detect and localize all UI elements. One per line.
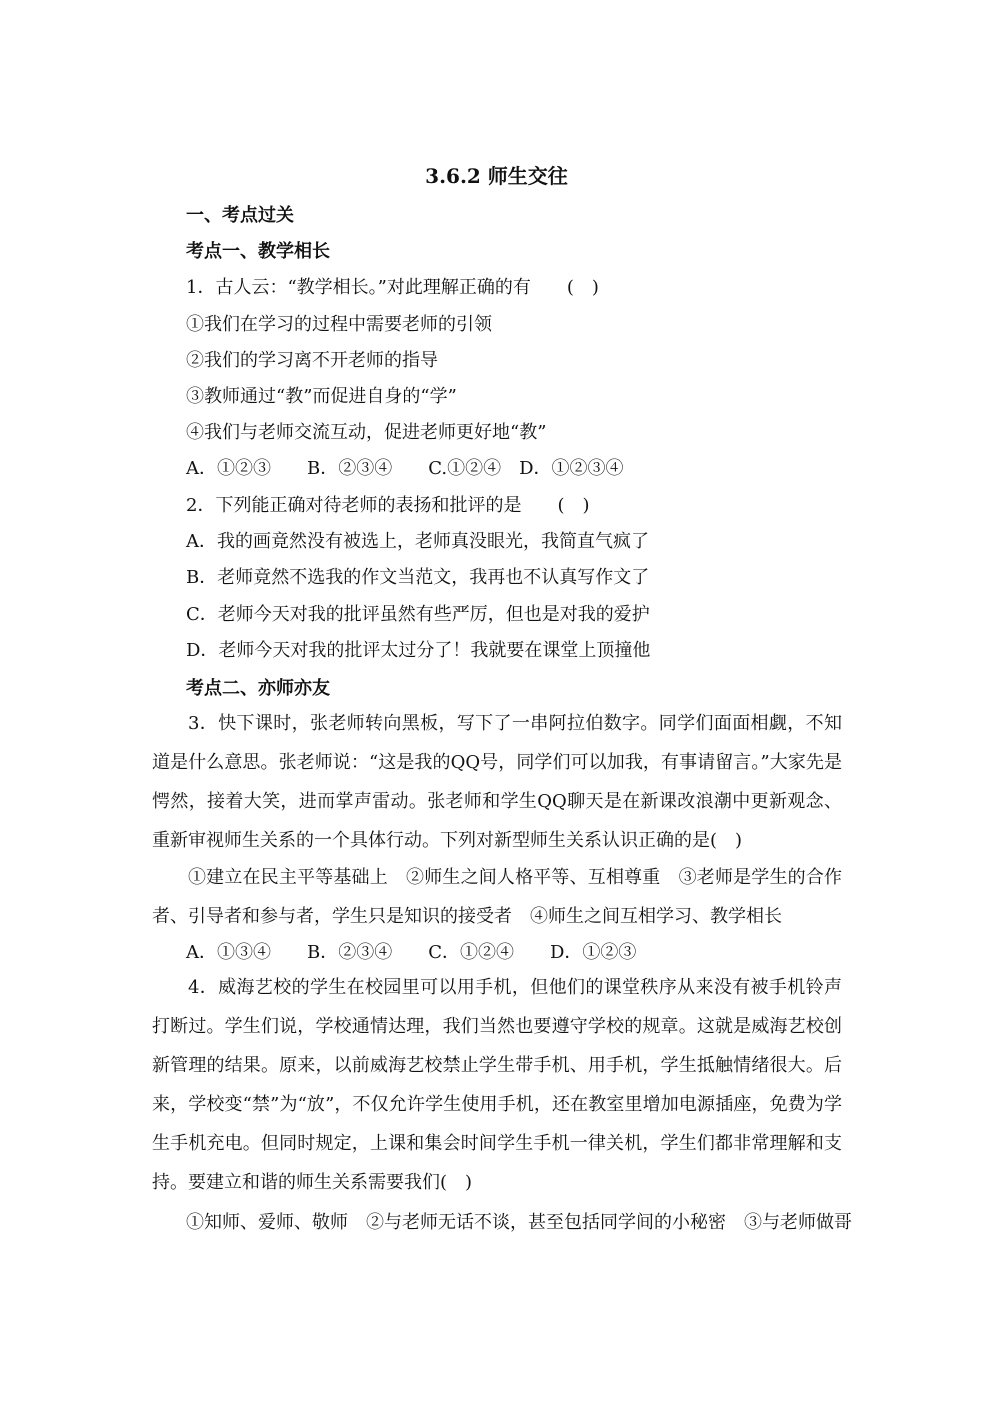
section-heading: 一、考点过关 <box>186 205 294 226</box>
q3-stem: 3．快下课时，张老师转向黑板，写下了一串阿拉伯数字。同学们面面相觑，不知道是什么意思。张老师说：“这是我的QQ号，同学们可以加我，有事请留言。”大家先是愕然，接着大笑，进而掌声雷动。张老师和学生QQ聊天是在新课改浪潮中更新观念、重新审视师生关系的一个具体行动。下列对新型师生关系认识正确的是( ) <box>152 713 842 851</box>
q1-stem: 1．古人云：“教学相长。”对此理解正确的有 ( ) <box>186 277 599 298</box>
q2-option: A．我的画竟然没有被选上，老师真没眼光，我简直气疯了 <box>186 531 649 552</box>
q1-item: ②我们的学习离不开老师的指导 <box>186 350 438 371</box>
q3-items: ①建立在民主平等基础上 ②师生之间人格平等、互相尊重 ③老师是学生的合作者、引导者和参与者，学生只是知识的接受者 ④师生之间互相学习、教学相长 <box>152 867 842 927</box>
q2-stem: 2．下列能正确对待老师的表扬和批评的是 ( ) <box>186 495 590 516</box>
q2-option: C．老师今天对我的批评虽然有些严厉，但也是对我的爱护 <box>186 604 650 625</box>
q2-option: B．老师竟然不选我的作文当范文，我再也不认真写作文了 <box>186 567 650 588</box>
point-heading-1: 考点一、教学相长 <box>186 241 330 262</box>
point-heading-2: 考点二、亦师亦友 <box>186 678 330 699</box>
q3-options: A．①③④ B．②③④ C．①②④ D．①②③ <box>186 942 637 963</box>
page-title: 3.6.2 师生交往 <box>425 164 568 188</box>
q1-item: ①我们在学习的过程中需要老师的引领 <box>186 314 492 335</box>
q1-options: A．①②③ B．②③④ C.①②④ D．①②③④ <box>186 458 624 479</box>
q4-items: ①知师、爱师、敬师 ②与老师无话不谈，甚至包括同学间的小秘密 ③与老师做哥 <box>186 1212 852 1233</box>
q4-stem: 4．威海艺校的学生在校园里可以用手机，但他们的课堂秩序从来没有被手机铃声打断过。学生们说，学校通情达理，我们当然也要遵守学校的规章。这就是威海艺校创新管理的结果。原来，以前威海艺校禁止学生带手机、用手机，学生抵触情绪很大。后来，学校变“禁”为“放”，不仅允许学生使用手机，还在教室里增加电源插座，免费为学生手机充电。但同时规定，上课和集会时间学生手机一律关机，学生们都非常理解和支持。要建立和谐的师生关系需要我们( ) <box>152 977 842 1193</box>
q1-item: ④我们与老师交流互动，促进老师更好地“教” <box>186 422 547 443</box>
q2-option: D．老师今天对我的批评太过分了！我就要在课堂上顶撞他 <box>186 640 651 661</box>
q1-item: ③教师通过“教”而促进自身的“学” <box>186 386 457 407</box>
